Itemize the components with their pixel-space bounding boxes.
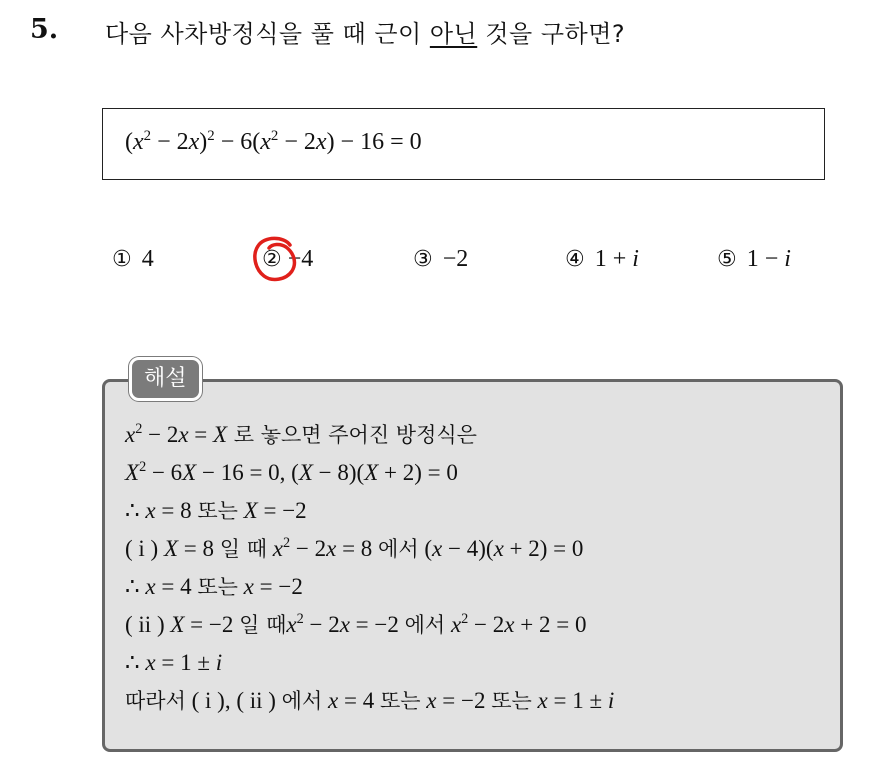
choice-var: i	[632, 246, 639, 272]
equation-box	[102, 108, 825, 180]
eq-part: − 6(	[214, 129, 261, 155]
solution-line-5	[125, 572, 614, 610]
choice-value: 1 +	[594, 246, 633, 272]
solution-text-segment: − 2	[290, 536, 327, 561]
solution-text-segment: ( i )	[125, 536, 164, 561]
solution-text-segment: x	[328, 688, 339, 713]
solution-tab: 해설	[129, 357, 202, 401]
eq-exp: 2	[143, 127, 152, 144]
choice-1[interactable]	[112, 246, 154, 273]
solution-text-segment: ∴	[125, 650, 146, 675]
solution-text-segment: X	[182, 460, 197, 485]
eq-var: x	[315, 129, 327, 155]
answer-circle-mark	[250, 233, 302, 283]
solution-text-segment: = 1 ±	[155, 650, 216, 675]
solution-text-segment: x	[145, 650, 156, 675]
solution-text-segment: x	[326, 536, 337, 561]
solution-text-segment: 따라서	[125, 689, 186, 713]
solution-text-segment: = 4	[338, 688, 380, 713]
solution-text-segment: x	[125, 422, 136, 447]
solution-text-segment: 또는	[197, 575, 238, 599]
solution-text-segment: 또는	[197, 499, 238, 523]
solution-text-segment: ( ii )	[125, 612, 171, 637]
solution-text-segment: 2	[135, 421, 143, 438]
solution-text-segment: x	[272, 536, 283, 561]
solution-text-segment: = 8	[336, 536, 379, 561]
solution-text-segment: x	[426, 688, 437, 713]
solution-text-segment: 에서	[281, 689, 323, 713]
solution-text-segment: + 2) = 0	[378, 460, 458, 485]
solution-text-segment: − 8)(	[312, 460, 365, 485]
solution-text-segment: − 4)(	[442, 536, 494, 561]
question-text	[105, 14, 625, 49]
solution-text-segment: ∴	[125, 498, 146, 523]
solution-text-segment: x	[504, 612, 515, 637]
eq-part: )	[199, 129, 208, 155]
question-text-after: 것을 구하면?	[477, 20, 626, 48]
choice-mark: ④	[565, 247, 585, 272]
solution-text-segment: X	[298, 460, 313, 485]
eq-part: − 2	[151, 129, 189, 155]
solution-text-segment: x	[450, 612, 462, 637]
solution-lines	[125, 420, 614, 724]
solution-text-segment: x	[339, 612, 350, 637]
choice-4[interactable]	[565, 246, 639, 273]
solution-text-segment: 2	[282, 535, 291, 552]
equation	[125, 129, 422, 156]
choice-mark: ②	[262, 247, 282, 272]
solution-text-segment: x	[178, 422, 189, 447]
solution-text-segment: = −2	[257, 498, 307, 523]
choice-var: i	[784, 246, 791, 272]
solution-text-segment: = 8	[178, 536, 220, 561]
solution-text-segment: = −2	[253, 574, 303, 599]
solution-text-segment: ( i ), ( ii )	[185, 688, 282, 713]
solution-text-segment: x	[493, 536, 504, 561]
solution-text-segment: X	[213, 422, 228, 447]
eq-part: (	[125, 129, 133, 155]
choice-value: 1 −	[746, 246, 785, 272]
solution-text-segment: =	[188, 422, 214, 447]
solution-text-segment: i	[215, 650, 223, 675]
solution-line-7	[125, 648, 614, 686]
solution-text-segment: 일 때	[219, 537, 268, 561]
solution-text-segment: ∴	[125, 574, 146, 599]
eq-var: x	[260, 129, 271, 155]
solution-text-segment: − 2	[303, 612, 340, 637]
eq-exp: 2	[270, 127, 279, 144]
solution-text-segment: 에서	[404, 613, 446, 637]
solution-text-segment: X	[125, 460, 140, 485]
choice-5[interactable]	[717, 246, 791, 273]
choice-value: −4	[287, 246, 314, 272]
solution-text-segment: + 2 = 0	[514, 612, 587, 637]
question-text-before: 다음 사차방정식을 풀 때 근이	[105, 20, 430, 48]
solution-text-segment: − 2	[142, 422, 179, 447]
solution-line-8	[125, 686, 614, 724]
solution-text-segment: (	[418, 536, 433, 561]
solution-text-segment: 2	[296, 611, 304, 628]
solution-text-segment: X	[243, 498, 258, 523]
solution-text-segment: X	[364, 460, 379, 485]
solution-text-segment: 로 놓으면 주어진 방정식은	[227, 423, 477, 447]
solution-text-segment: 또는	[491, 689, 532, 713]
choice-mark: ③	[413, 247, 433, 272]
solution-text-segment: = −2	[349, 612, 405, 637]
solution-text-segment: = −2	[436, 688, 492, 713]
solution-text-segment: X	[163, 536, 179, 561]
solution-text-segment: = 8	[155, 498, 198, 523]
solution-line-1	[125, 420, 614, 458]
solution-line-4	[125, 534, 614, 572]
solution-text-segment: = 4	[155, 574, 198, 599]
solution-text-segment: − 6	[146, 460, 183, 485]
choice-mark: ①	[112, 247, 132, 272]
solution-line-3	[125, 496, 614, 534]
eq-part: − 2	[278, 129, 316, 155]
solution-text-segment: 또는	[379, 689, 421, 713]
solution-text-segment: − 2	[468, 612, 505, 637]
solution-text-segment: = 1 ±	[547, 688, 608, 713]
choice-3[interactable]	[413, 246, 468, 273]
solution-text-segment: 일 때	[239, 613, 287, 637]
question-number: 5.	[30, 14, 59, 45]
solution-text-segment: x	[243, 574, 254, 599]
solution-text-segment: + 2) = 0	[503, 536, 584, 561]
solution-text-segment: x	[537, 688, 548, 713]
solution-text-segment: X	[170, 612, 185, 637]
solution-text-segment: − 16 = 0, (	[196, 460, 299, 485]
solution-text-segment: 2	[461, 611, 469, 628]
eq-var: x	[133, 129, 144, 155]
solution-text-segment: = −2	[184, 612, 240, 637]
eq-exp: 2	[207, 127, 215, 144]
choice-value: −2	[442, 246, 469, 272]
solution-line-6	[125, 610, 614, 648]
solution-text-segment: x	[286, 612, 297, 637]
solution-text-segment: x	[145, 574, 156, 599]
solution-line-2	[125, 458, 614, 496]
solution-text-segment: x	[145, 498, 156, 523]
eq-part: ) − 16 = 0	[326, 129, 422, 155]
choice-value: 4	[141, 246, 154, 272]
solution-text-segment: 2	[139, 459, 147, 476]
choice-mark: ⑤	[717, 247, 737, 272]
solution-text-segment: x	[432, 536, 443, 561]
question-text-underlined: 아닌	[429, 20, 478, 48]
eq-var: x	[188, 129, 200, 155]
solution-text-segment: i	[607, 688, 615, 713]
solution-text-segment: 에서	[378, 537, 419, 561]
